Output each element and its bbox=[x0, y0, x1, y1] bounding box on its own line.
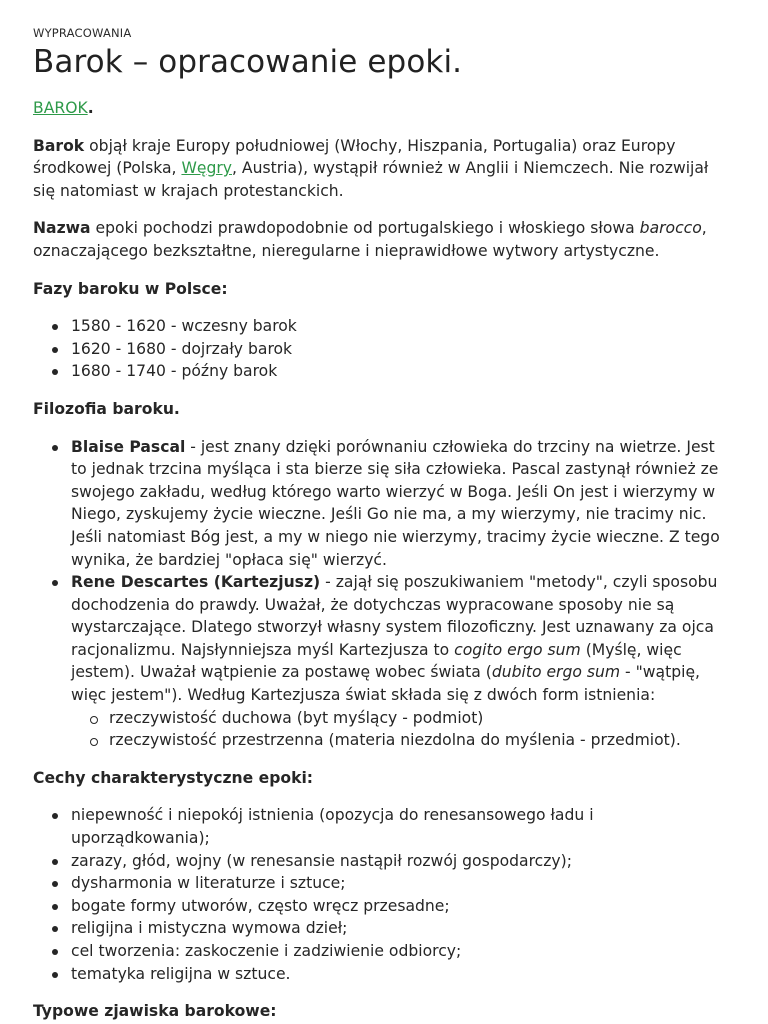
category-label[interactable]: WYPRACOWANIA bbox=[33, 26, 132, 40]
list-item: 1620 - 1680 - dojrzały barok bbox=[71, 338, 735, 361]
list-item: dysharmonia w literaturze i sztuce; bbox=[71, 872, 735, 895]
list-item: rzeczywistość duchowa (byt myślący - podmiot) bbox=[109, 707, 735, 730]
traits-list bbox=[33, 804, 735, 985]
traits-heading: Cechy charakterystyczne epoki: bbox=[33, 768, 314, 787]
intro-bold: Barok bbox=[33, 136, 85, 155]
phases-list bbox=[33, 315, 735, 383]
list-item: zarazy, głód, wojny (w renesansie nastąpił rozwój gospodarczy); bbox=[71, 850, 735, 873]
list-item: tematyka religijna w sztuce. bbox=[71, 963, 735, 986]
intro-text-1: objął kraje Europy południowej (Włochy, Hiszpania, Portugalia) oraz Europy środkowej (Polska, bbox=[33, 136, 676, 178]
name-italic: barocco bbox=[639, 219, 702, 238]
list-item-pascal bbox=[71, 436, 735, 572]
pascal-name: Blaise Pascal bbox=[71, 437, 186, 456]
list-item-descartes bbox=[71, 571, 735, 752]
list-item: rzeczywistość przestrzenna (materia niezdolna do myślenia - przedmiot). bbox=[109, 729, 735, 752]
pascal-text: - jest znany dzięki porównaniu człowieka do trzciny na wietrze. Jest to jednak trzcina myśląca i sta bierze się siła człowieka. Pascal zastynął również ze swojego zakładu, według którego warto wierzyć w Boga. Jeśli On jest i wierzymy w Niego, zyskujemy życie wieczne. Jeśli Go nie ma, a my wierzymy, nie tracimy nic. Jeśli natomiast Bóg jest, a my w niego nie wierzymy, tracimy życie wieczne. Z tego wynika, że bardziej "opłaca się" wierzyć. bbox=[71, 437, 720, 569]
barok-link[interactable]: BAROK bbox=[33, 99, 88, 117]
list-item: religijna i mistyczna wymowa dzieł; bbox=[71, 917, 735, 940]
phenomena-heading: Typowe zjawiska barokowe: bbox=[33, 1002, 277, 1021]
descartes-text-1: - zajął się poszukiwaniem "metody", czyli sposobu dochodzenia do prawdy. Uważał, że dotychczas wypracowane sposoby nie są wystarczające. Dlatego stworzył własny system filozoficzny. Jest uznawany za ojca racjonalizmu. Najsłynniejsza myśl Kartezjusza to bbox=[71, 573, 718, 659]
name-text-2: , oznaczającego bezkształtne, nieregularne i nieprawidłowe wytwory artystyczne. bbox=[33, 219, 707, 260]
name-text-1: epoki pochodzi prawdopodobnie od portugalskiego i włoskiego słowa bbox=[90, 219, 640, 238]
hungary-link[interactable]: Węgry bbox=[181, 159, 232, 178]
list-item: niepewność i niepokój istnienia (opozycja do renesansowego ładu i uporządkowania); bbox=[71, 804, 735, 849]
intro-paragraph bbox=[33, 135, 735, 203]
list-item: bogate formy utworów, często wręcz przesadne; bbox=[71, 895, 735, 918]
descartes-name: Rene Descartes (Kartezjusz) bbox=[71, 573, 321, 592]
list-item: 1680 - 1740 - późny barok bbox=[71, 360, 735, 383]
phases-heading: Fazy baroku w Polsce: bbox=[33, 279, 228, 298]
list-item: cel tworzenia: zaskoczenie i zadziwienie odbiorcy; bbox=[71, 940, 735, 963]
forms-list bbox=[71, 707, 735, 752]
list-item: 1580 - 1620 - wczesny barok bbox=[71, 315, 735, 338]
name-bold: Nazwa bbox=[33, 219, 91, 238]
descartes-italic-1: cogito ergo sum bbox=[454, 640, 581, 659]
descartes-text-3: - "wątpię, więc jestem"). Według Kartezjusza świat składa się z dwóch form istnienia: bbox=[71, 663, 700, 705]
barok-link-paragraph bbox=[33, 97, 735, 120]
philosophy-list bbox=[33, 436, 735, 752]
descartes-italic-2: dubito ergo sum bbox=[491, 663, 621, 682]
page-title: Barok – opracowanie epoki. bbox=[33, 44, 463, 80]
intro-text-2: , Austria), wystąpił również w Anglii i Niemczech. Nie rozwijał się natomiast w krajach protestanckich. bbox=[33, 159, 709, 200]
descartes-text-2: (Myślę, więc jestem). Uważał wątpienie za postawę wobec świata ( bbox=[71, 640, 682, 682]
name-paragraph bbox=[33, 217, 735, 262]
barok-link-dot: . bbox=[87, 99, 94, 117]
philosophy-heading: Filozofia baroku. bbox=[33, 399, 180, 418]
